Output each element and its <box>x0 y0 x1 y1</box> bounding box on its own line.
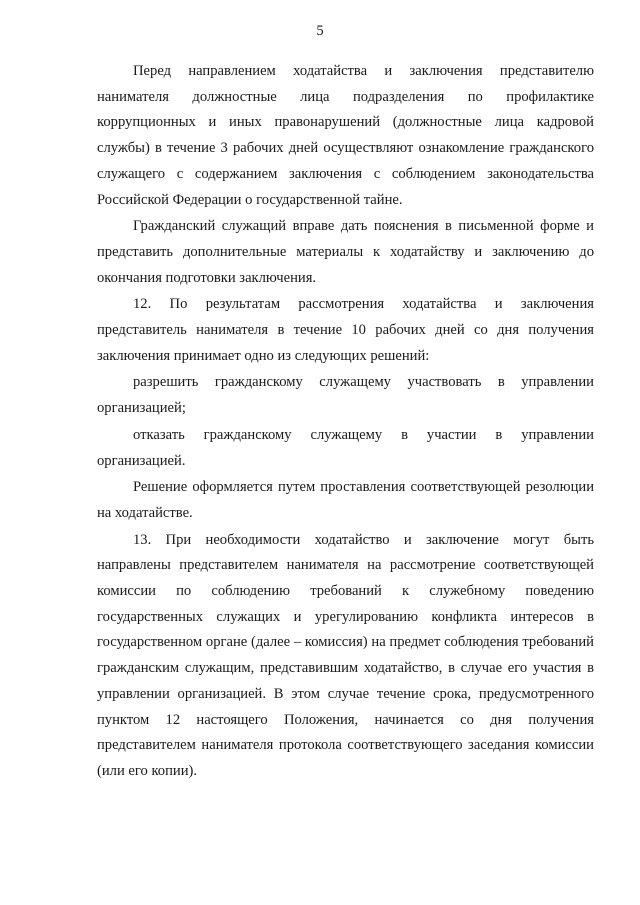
paragraph-resolution: Решение оформляется путем проставления соответствующей резолюции на ходатайстве. <box>97 479 594 521</box>
paragraph-decision-allow: разрешить гражданскому служащему участвовать в управлении организацией; <box>97 374 594 417</box>
paragraph-item-12: 12. По результатам рассмотрения ходатайства и заключения представитель нанимателя в течение 10 рабочих дней со дня получения заключения принимает одно из следующих решений: <box>97 296 594 364</box>
paragraph-explanations: Гражданский служащий вправе дать пояснения в письменной форме и представить дополнительные материалы к ходатайству и заключению до окончания подготовки заключения. <box>97 218 594 286</box>
paragraph-decision-refuse: отказать гражданскому служащему в участии в управлении организацией. <box>97 426 594 469</box>
paragraph-familiarization: Перед направлением ходатайства и заключения представителю нанимателя должностные лица подразделения по профилактике коррупционных и иных правонарушений (должностные лица кадровой службы) в течение 3 рабочих дней осуществляют ознакомление гражданского служащего с содержанием заключения с соблюдением законодательства Российской Федерации о государственной тайне. <box>97 63 594 208</box>
page-number: 5 <box>316 23 324 39</box>
document-body <box>97 59 594 785</box>
paragraph-item-13: 13. При необходимости ходатайство и заключение могут быть направлены представителем нанимателя на рассмотрение соответствующей комиссии по соблюдению требований к служебному поведению государственных служащих и урегулированию конфликта интересов в государственном органе (далее – комиссия) на предмет соблюдения требований гражданским служащим, представившим ходатайство, в случае его участия в управлении организацией. В этом случае течение срока, предусмотренного пунктом 12 настоящего Положения, начинается со дня получения представителем нанимателя протокола соответствующего заседания комиссии (или его копии). <box>97 531 594 779</box>
